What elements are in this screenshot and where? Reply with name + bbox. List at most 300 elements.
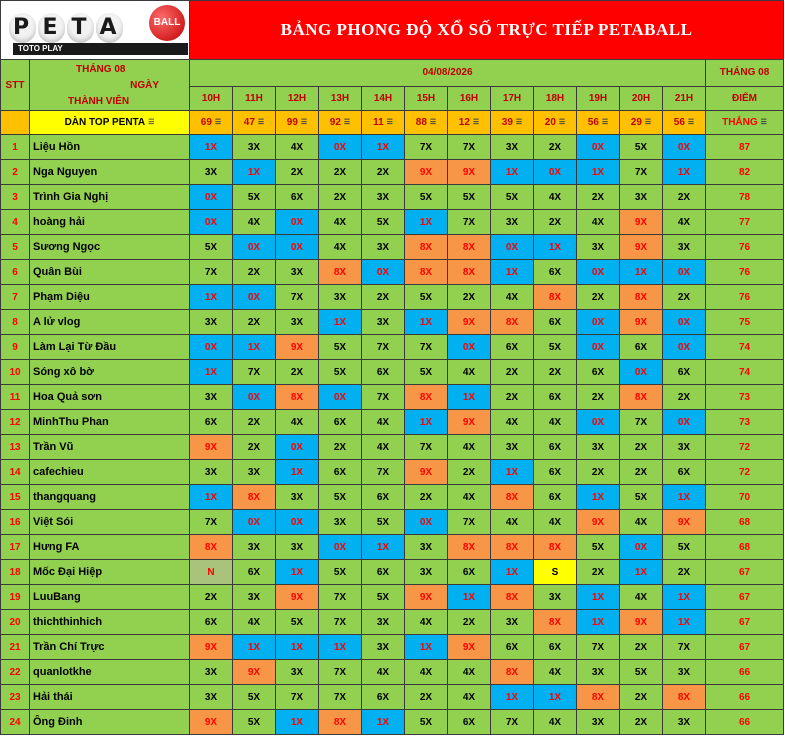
hour-result-cell: 7X: [448, 510, 491, 535]
hour-result-cell: 2X: [319, 160, 362, 185]
hour-result-cell: 6X: [190, 610, 233, 635]
filter-dropdown-icon[interactable]: ☰: [687, 119, 695, 127]
hour-result-cell: 4X: [663, 210, 706, 235]
top-number-filter[interactable]: [448, 111, 491, 135]
member-name: Sương Ngọc: [30, 235, 190, 260]
hour-result-cell: 1X: [233, 335, 276, 360]
hour-result-cell: 2X: [663, 385, 706, 410]
hour-result-cell: 0X: [663, 335, 706, 360]
hour-result-cell: 5X: [620, 485, 663, 510]
member-name: Hải thái: [30, 685, 190, 710]
hour-result-cell: 1X: [405, 410, 448, 435]
hour-result-cell: 3X: [319, 510, 362, 535]
hour-result-cell: 1X: [577, 160, 620, 185]
hour-result-cell: 0X: [448, 335, 491, 360]
row-stt: 8: [1, 310, 30, 335]
hour-result-cell: 8X: [620, 385, 663, 410]
hour-result-cell: 0X: [577, 135, 620, 160]
filter-dropdown-icon[interactable]: ☰: [558, 119, 566, 127]
table-row: [1, 710, 784, 735]
hour-result-cell: 0X: [534, 160, 577, 185]
hour-result-cell: 8X: [491, 660, 534, 685]
hour-result-cell: 1X: [491, 460, 534, 485]
wins-filter[interactable]: [706, 111, 784, 135]
hour-result-cell: 5X: [577, 535, 620, 560]
hour-result-cell: 2X: [620, 685, 663, 710]
hour-result-cell: 7X: [319, 585, 362, 610]
hour-result-cell: 0X: [190, 210, 233, 235]
month-label: THÁNG 08: [76, 64, 126, 75]
hour-result-cell: 5X: [319, 335, 362, 360]
hour-result-cell: 3X: [663, 660, 706, 685]
hour-result-cell: 3X: [491, 135, 534, 160]
hour-result-cell: 4X: [448, 685, 491, 710]
row-points: 66: [706, 660, 784, 685]
hour-header: 12H: [276, 86, 319, 110]
hour-result-cell: 1X: [405, 310, 448, 335]
filter-dropdown-icon[interactable]: ☰: [300, 119, 308, 127]
hour-result-cell: 2X: [233, 435, 276, 460]
table-row: [1, 560, 784, 585]
hour-result-cell: 6X: [620, 335, 663, 360]
row-points: 82: [706, 160, 784, 185]
member-name: LuuBang: [30, 585, 190, 610]
hour-result-cell: 3X: [577, 710, 620, 735]
filter-dropdown-icon[interactable]: ☰: [343, 119, 351, 127]
stt-header: STT: [1, 60, 30, 111]
hour-result-cell: 0X: [405, 510, 448, 535]
hour-result-cell: 4X: [491, 410, 534, 435]
hour-result-cell: 3X: [491, 435, 534, 460]
hour-result-cell: 4X: [405, 660, 448, 685]
table-row: [1, 385, 784, 410]
hour-result-cell: 3X: [491, 610, 534, 635]
hour-result-cell: 8X: [491, 310, 534, 335]
hour-result-cell: 3X: [362, 235, 405, 260]
hour-result-cell: 1X: [276, 560, 319, 585]
hour-result-cell: 3X: [190, 685, 233, 710]
filter-dropdown-icon[interactable]: ☰: [386, 119, 393, 127]
hour-result-cell: 0X: [233, 385, 276, 410]
hour-header: 13H: [319, 86, 362, 110]
hour-result-cell: 6X: [276, 185, 319, 210]
hour-result-cell: 2X: [577, 285, 620, 310]
hour-result-cell: 6X: [233, 560, 276, 585]
hour-result-cell: 6X: [362, 360, 405, 385]
top-number-filter[interactable]: [405, 111, 448, 135]
hour-result-cell: 2X: [405, 685, 448, 710]
hour-result-cell: 9X: [448, 160, 491, 185]
filter-dropdown-icon[interactable]: ☰: [515, 119, 523, 127]
row-stt: 6: [1, 260, 30, 285]
hour-result-cell: 7X: [491, 710, 534, 735]
hour-result-cell: 2X: [233, 410, 276, 435]
hour-result-cell: 5X: [362, 585, 405, 610]
hour-result-cell: 2X: [448, 610, 491, 635]
hour-result-cell: 7X: [319, 610, 362, 635]
hour-result-cell: 2X: [448, 460, 491, 485]
filter-dropdown-icon[interactable]: ☰: [601, 119, 609, 127]
row-stt: 20: [1, 610, 30, 635]
hour-result-cell: 7X: [362, 460, 405, 485]
logo-letter: A: [96, 13, 123, 43]
hour-result-cell: 3X: [663, 710, 706, 735]
hour-result-cell: 7X: [405, 435, 448, 460]
hour-result-cell: 7X: [448, 135, 491, 160]
top-number-filter[interactable]: [190, 111, 233, 135]
hour-result-cell: 5X: [233, 685, 276, 710]
hour-result-cell: 4X: [448, 360, 491, 385]
table-row: [1, 360, 784, 385]
hour-result-cell: 7X: [362, 335, 405, 360]
top-number-filter[interactable]: [534, 111, 577, 135]
hour-result-cell: 8X: [190, 535, 233, 560]
hour-result-cell: 0X: [663, 410, 706, 435]
row-stt: 18: [1, 560, 30, 585]
top-number-filter[interactable]: [663, 111, 706, 135]
hour-result-cell: 4X: [448, 660, 491, 685]
hour-result-cell: 3X: [233, 585, 276, 610]
row-points: 73: [706, 410, 784, 435]
hour-result-cell: 0X: [276, 435, 319, 460]
table-row: [1, 135, 784, 160]
filter-dropdown-icon[interactable]: ☰: [148, 119, 155, 127]
member-name: hoàng hải: [30, 210, 190, 235]
hour-result-cell: 2X: [577, 385, 620, 410]
hour-result-cell: 3X: [663, 235, 706, 260]
hour-result-cell: 7X: [276, 285, 319, 310]
table-row: [1, 410, 784, 435]
hour-result-cell: 1X: [362, 535, 405, 560]
hour-result-cell: 0X: [663, 310, 706, 335]
table-row: [1, 185, 784, 210]
member-name: Mốc Đại Hiệp: [30, 560, 190, 585]
member-name: cafechieu: [30, 460, 190, 485]
row-stt: 23: [1, 685, 30, 710]
hour-result-cell: 0X: [276, 510, 319, 535]
hour-result-cell: 6X: [534, 485, 577, 510]
hour-result-cell: 1X: [319, 635, 362, 660]
hour-result-cell: 6X: [534, 385, 577, 410]
hour-result-cell: 7X: [319, 660, 362, 685]
table-row: [1, 435, 784, 460]
hour-result-cell: 1X: [534, 235, 577, 260]
hour-result-cell: 7X: [620, 160, 663, 185]
table-row: [1, 660, 784, 685]
hour-result-cell: 0X: [319, 535, 362, 560]
hour-result-cell: 5X: [190, 235, 233, 260]
hour-result-cell: 9X: [620, 235, 663, 260]
row-stt: 3: [1, 185, 30, 210]
hour-result-cell: 8X: [577, 685, 620, 710]
hour-result-cell: 3X: [319, 285, 362, 310]
hour-result-cell: 3X: [276, 660, 319, 685]
member-name: Việt Sói: [30, 510, 190, 535]
hour-result-cell: 9X: [577, 510, 620, 535]
row-stt: 21: [1, 635, 30, 660]
hour-result-cell: 3X: [534, 585, 577, 610]
table-row: [1, 535, 784, 560]
hour-result-cell: 4X: [577, 210, 620, 235]
row-points: 67: [706, 560, 784, 585]
hour-result-cell: 4X: [534, 710, 577, 735]
logo-letters: [9, 7, 125, 43]
row-stt: 7: [1, 285, 30, 310]
row-points: 67: [706, 610, 784, 635]
hour-result-cell: 5X: [319, 485, 362, 510]
row-points: 76: [706, 285, 784, 310]
hour-result-cell: 9X: [276, 335, 319, 360]
page-title: BẢNG PHONG ĐỘ XỔ SỐ TRỰC TIẾP PETABALL: [190, 1, 784, 60]
hour-result-cell: 2X: [362, 285, 405, 310]
top-number-filter[interactable]: [233, 111, 276, 135]
table-row: [1, 235, 784, 260]
hour-result-cell: 2X: [577, 560, 620, 585]
hour-result-cell: 1X: [448, 585, 491, 610]
hour-result-cell: 2X: [276, 160, 319, 185]
member-label: THÀNH VIÊN: [68, 96, 130, 107]
hour-result-cell: 6X: [534, 435, 577, 460]
logo-tagline: TOTO PLAY: [13, 43, 188, 55]
hour-result-cell: 1X: [276, 710, 319, 735]
hour-result-cell: 4X: [448, 485, 491, 510]
hour-result-cell: 6X: [577, 360, 620, 385]
top-number: 99: [286, 117, 298, 128]
hour-result-cell: 6X: [362, 485, 405, 510]
hour-result-cell: 1X: [577, 610, 620, 635]
hour-result-cell: 4X: [362, 660, 405, 685]
hour-result-cell: 8X: [534, 285, 577, 310]
hour-result-cell: 3X: [190, 385, 233, 410]
hour-result-cell: 6X: [663, 460, 706, 485]
row-stt: 10: [1, 360, 30, 385]
right-month-header: THÁNG 08: [706, 60, 784, 87]
hour-result-cell: 0X: [577, 310, 620, 335]
member-name: quanlotkhe: [30, 660, 190, 685]
member-name: Quân Bùi: [30, 260, 190, 285]
hour-result-cell: 8X: [663, 685, 706, 710]
top-number: 56: [673, 117, 685, 128]
hour-result-cell: 5X: [233, 185, 276, 210]
top-penta-label: DÀN TOP PENTA: [64, 117, 146, 128]
hour-result-cell: 1X: [663, 485, 706, 510]
row-points: 76: [706, 235, 784, 260]
hour-result-cell: 1X: [663, 610, 706, 635]
hour-result-cell: 2X: [534, 135, 577, 160]
hour-result-cell: 7X: [233, 360, 276, 385]
hour-result-cell: 7X: [319, 685, 362, 710]
member-name: thichthinhich: [30, 610, 190, 635]
hour-result-cell: 2X: [534, 210, 577, 235]
hour-result-cell: 5X: [405, 285, 448, 310]
hour-result-cell: 1X: [491, 685, 534, 710]
hour-result-cell: 3X: [405, 535, 448, 560]
hour-result-cell: 2X: [319, 435, 362, 460]
hour-result-cell: 5X: [319, 560, 362, 585]
hour-result-cell: 7X: [663, 635, 706, 660]
hour-header: 16H: [448, 86, 491, 110]
hour-result-cell: 3X: [362, 310, 405, 335]
table-row: [1, 485, 784, 510]
row-stt: 17: [1, 535, 30, 560]
hour-result-cell: 7X: [577, 635, 620, 660]
hour-result-cell: 4X: [534, 510, 577, 535]
hour-result-cell: 2X: [233, 310, 276, 335]
hour-result-cell: 5X: [405, 710, 448, 735]
top-number-filter[interactable]: [362, 111, 405, 135]
hour-result-cell: 3X: [577, 435, 620, 460]
hour-result-cell: 5X: [405, 185, 448, 210]
hour-result-cell: 4X: [362, 435, 405, 460]
hour-result-cell: 5X: [319, 360, 362, 385]
row-points: 68: [706, 510, 784, 535]
hour-result-cell: 3X: [190, 160, 233, 185]
hour-result-cell: 4X: [233, 210, 276, 235]
row-points: 74: [706, 335, 784, 360]
row-points: 66: [706, 685, 784, 710]
hour-result-cell: 3X: [577, 660, 620, 685]
hour-result-cell: 4X: [491, 510, 534, 535]
member-name: Nga Nguyen: [30, 160, 190, 185]
hour-result-cell: 9X: [620, 210, 663, 235]
hour-result-cell: 3X: [362, 635, 405, 660]
hour-result-cell: 0X: [233, 235, 276, 260]
filter-dropdown-icon[interactable]: ☰: [214, 119, 222, 127]
hour-result-cell: 8X: [620, 285, 663, 310]
top-number-filter[interactable]: [577, 111, 620, 135]
hour-result-cell: 8X: [448, 535, 491, 560]
member-day-header: [30, 60, 190, 111]
table-row: [1, 285, 784, 310]
hour-result-cell: 1X: [577, 585, 620, 610]
table-row: [1, 460, 784, 485]
hour-result-cell: 4X: [319, 210, 362, 235]
hour-result-cell: 3X: [233, 135, 276, 160]
table-row: [1, 260, 784, 285]
hour-result-cell: 4X: [534, 660, 577, 685]
logo-letter: E: [38, 13, 65, 43]
filter-dropdown-icon[interactable]: ☰: [472, 119, 480, 127]
hour-result-cell: 0X: [319, 135, 362, 160]
hour-result-cell: 2X: [620, 460, 663, 485]
hour-result-cell: 1X: [190, 285, 233, 310]
hour-result-cell: 2X: [190, 585, 233, 610]
top-number-filter[interactable]: [620, 111, 663, 135]
hour-header: 10H: [190, 86, 233, 110]
hour-result-cell: 4X: [534, 410, 577, 435]
member-name: Sóng xô bờ: [30, 360, 190, 385]
top-blank: [1, 111, 30, 135]
hour-result-cell: 0X: [190, 335, 233, 360]
row-points: 72: [706, 460, 784, 485]
hour-result-cell: 4X: [319, 235, 362, 260]
top-number: 39: [501, 117, 513, 128]
logo-letter: T: [67, 13, 94, 43]
top-number: 12: [458, 117, 470, 128]
filter-dropdown-icon[interactable]: ☰: [429, 119, 437, 127]
top-number-filter[interactable]: [319, 111, 362, 135]
hour-result-cell: 2X: [577, 185, 620, 210]
hour-result-cell: 2X: [534, 360, 577, 385]
hour-result-cell: 2X: [620, 635, 663, 660]
hour-result-cell: 9X: [620, 310, 663, 335]
hour-result-cell: 9X: [405, 585, 448, 610]
logo-cell: [1, 1, 190, 60]
filter-dropdown-icon[interactable]: ☰: [257, 119, 265, 127]
hour-result-cell: 0X: [362, 260, 405, 285]
hour-result-cell: 7X: [362, 385, 405, 410]
hour-result-cell: 4X: [448, 435, 491, 460]
row-stt: 4: [1, 210, 30, 235]
hour-result-cell: 2X: [577, 460, 620, 485]
hour-result-cell: 0X: [491, 235, 534, 260]
hour-result-cell: 6X: [491, 335, 534, 360]
hour-result-cell: 5X: [620, 660, 663, 685]
row-stt: 2: [1, 160, 30, 185]
row-points: 76: [706, 260, 784, 285]
row-points: 78: [706, 185, 784, 210]
hour-result-cell: 2X: [448, 285, 491, 310]
top-number-filter[interactable]: [276, 111, 319, 135]
top-number: 29: [630, 117, 642, 128]
hour-header: 15H: [405, 86, 448, 110]
hour-result-cell: 9X: [190, 435, 233, 460]
table-row: [1, 585, 784, 610]
hour-result-cell: 6X: [491, 635, 534, 660]
top-number-filter[interactable]: [491, 111, 534, 135]
top-number: 56: [587, 117, 599, 128]
member-name: Ông Đinh: [30, 710, 190, 735]
hour-result-cell: 4X: [405, 610, 448, 635]
filter-dropdown-icon[interactable]: ☰: [644, 119, 652, 127]
hour-result-cell: 6X: [448, 710, 491, 735]
hour-result-cell: 3X: [233, 460, 276, 485]
hour-result-cell: 8X: [448, 235, 491, 260]
hour-result-cell: 1X: [448, 385, 491, 410]
hour-result-cell: 0X: [663, 135, 706, 160]
top-penta-filter[interactable]: [30, 111, 190, 135]
hour-result-cell: 8X: [319, 260, 362, 285]
hour-result-cell: 7X: [620, 410, 663, 435]
hour-result-cell: 3X: [663, 435, 706, 460]
hour-result-cell: 2X: [491, 385, 534, 410]
hour-result-cell: 5X: [491, 185, 534, 210]
hour-result-cell: 2X: [663, 185, 706, 210]
hour-result-cell: 5X: [663, 535, 706, 560]
hour-result-cell: 3X: [190, 310, 233, 335]
row-stt: 13: [1, 435, 30, 460]
hour-result-cell: 0X: [663, 260, 706, 285]
hour-result-cell: 7X: [190, 260, 233, 285]
member-name: Trần Chí Trực: [30, 635, 190, 660]
hour-result-cell: 1X: [491, 260, 534, 285]
hour-result-cell: 8X: [491, 485, 534, 510]
filter-dropdown-icon[interactable]: ☰: [760, 119, 767, 127]
hour-result-cell: 2X: [620, 710, 663, 735]
hour-result-cell: 0X: [319, 385, 362, 410]
hour-result-cell: 0X: [620, 535, 663, 560]
logo-letter: P: [9, 13, 36, 43]
hour-result-cell: 8X: [491, 535, 534, 560]
hour-result-cell: 9X: [663, 510, 706, 535]
member-name: Trần Vũ: [30, 435, 190, 460]
table-row: [1, 160, 784, 185]
hour-result-cell: 6X: [190, 410, 233, 435]
hour-result-cell: 7X: [448, 210, 491, 235]
row-points: 75: [706, 310, 784, 335]
hour-result-cell: 2X: [362, 160, 405, 185]
hour-result-cell: 3X: [362, 610, 405, 635]
